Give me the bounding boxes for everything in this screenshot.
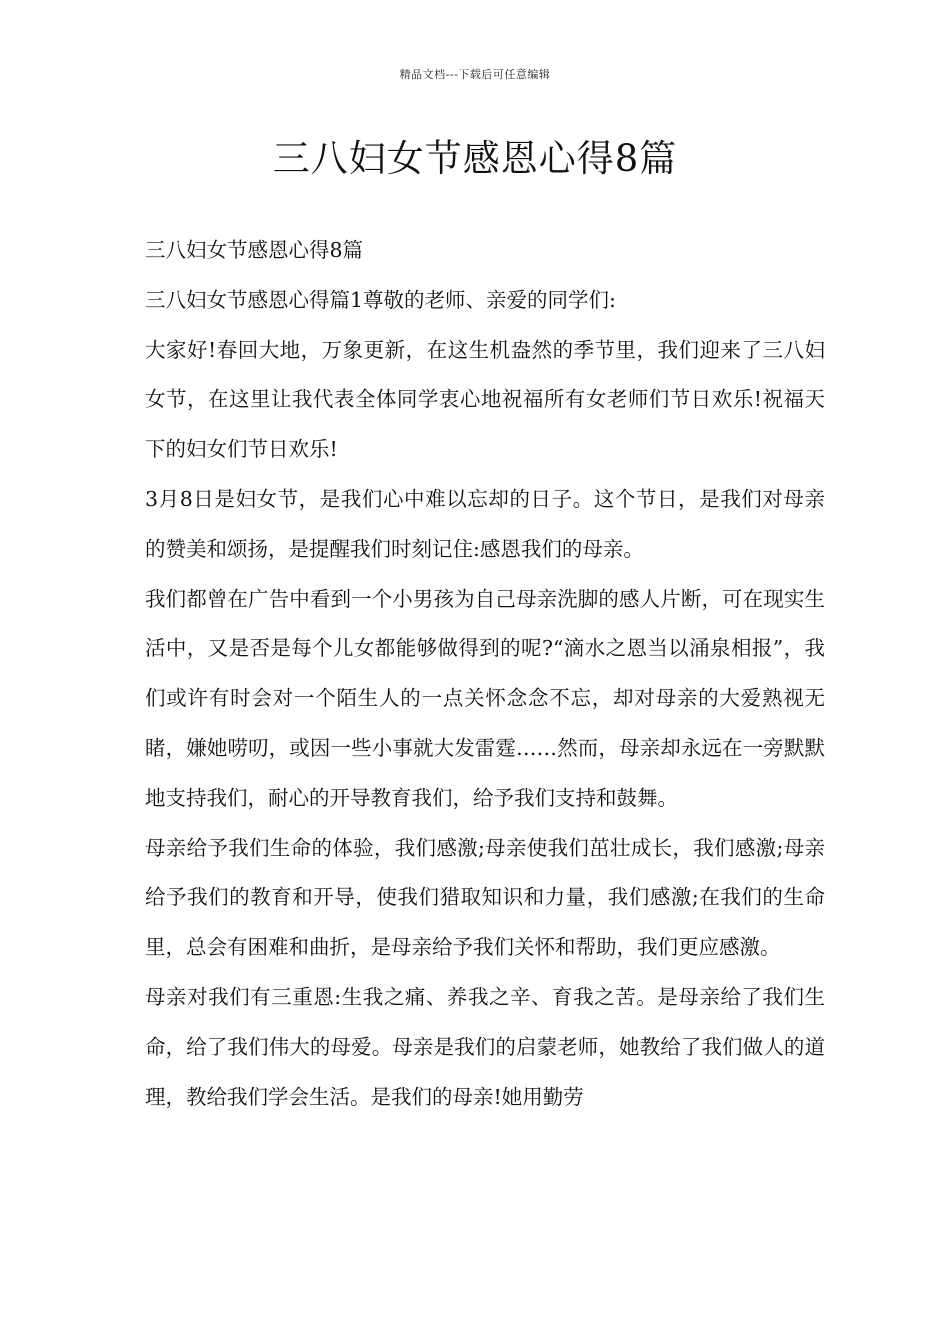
paragraph: 3月8日是妇女节，是我们心中难以忘却的日子。这个节日，是我们对母亲的赞美和颂扬，是提醒我们时刻记住:感恩我们的母亲。 xyxy=(145,486,825,561)
paragraph: 三八妇女节感恩心得篇1尊敬的老师、亲爱的同学们: xyxy=(145,287,616,312)
paragraph: 母亲对我们有三重恩:生我之痛、养我之辛、育我之苦。是母亲给了我们生命，给了我们伟大的母爱。母亲是我们的启蒙老师，她教给了我们做人的道理，教给我们学会生活。是我们的母亲!她用勤劳 xyxy=(145,984,825,1109)
paragraph: 大家好!春回大地，万象更新，在这生机盎然的季节里，我们迎来了三八妇女节，在这里让我代表全体同学衷心地祝福所有女老师们节日欢乐!祝福天下的妇女们节日欢乐! xyxy=(145,337,825,462)
header-note: 精品文档---下载后可任意编辑 xyxy=(399,68,551,81)
document-title: 三八妇女节感恩心得8篇 xyxy=(272,137,678,180)
document-body xyxy=(145,226,825,1122)
paragraph: 三八妇女节感恩心得8篇 xyxy=(145,238,364,262)
paragraph: 我们都曾在广告中看到一个小男孩为自己母亲洗脚的感人片断，可在现实生活中，又是否是每个儿女都能够做得到的呢?“滴水之恩当以涌泉相报”，我们或许有时会对一个陌生人的一点关怀念念不忘，却对母亲的大爱熟视无睹，嫌她唠叨，或因一些小事就大发雷霆……然而，母亲却永远在一旁默默地支持我们，耐心的开导教育我们，给予我们支持和鼓舞。 xyxy=(145,586,825,810)
paragraph: 母亲给予我们生命的体验，我们感激;母亲使我们茁壮成长，我们感激;母亲给予我们的教育和开导，使我们猎取知识和力量，我们感激;在我们的生命里，总会有困难和曲折，是母亲给予我们关怀和帮助，我们更应感激。 xyxy=(145,835,825,960)
